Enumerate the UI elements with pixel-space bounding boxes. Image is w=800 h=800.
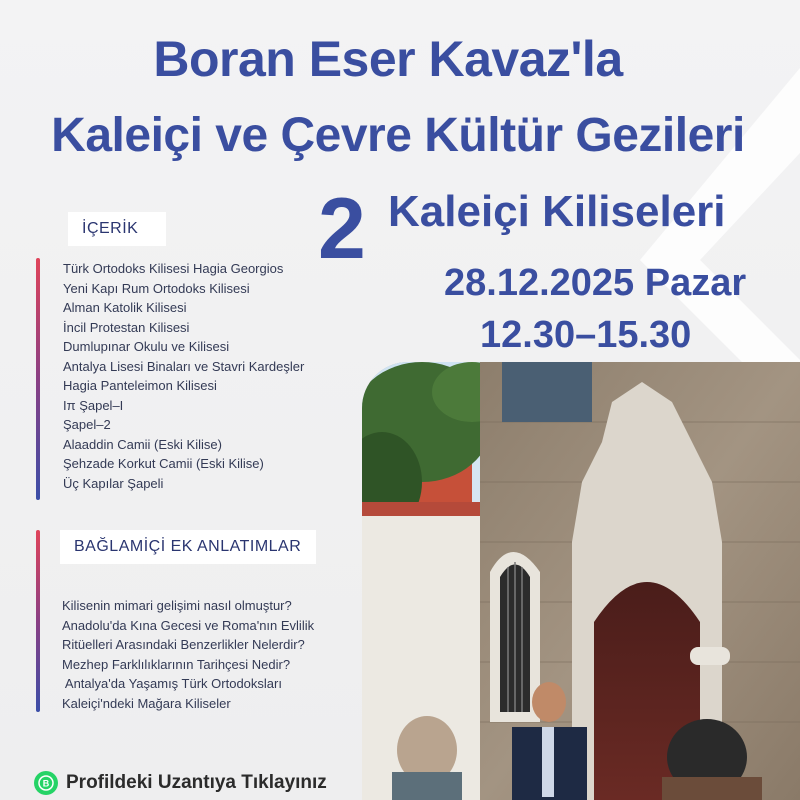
list-item: Şehzade Korkut Camii (Eski Kilise) [63,456,264,471]
content-section-label: İÇERİK [68,212,166,246]
tour-date: 28.12.2025 Pazar [444,262,747,304]
list-item: Kilisenin mimari gelişimi nasıl olmuştur? [62,598,292,613]
church-photo [362,362,800,800]
footer-text: Profildeki Uzantıya Tıklayınız [66,772,327,793]
extras-list [62,596,314,713]
extras-accent-bar [36,530,40,712]
list-item: Mezhep Farklılıklarının Tarihçesi Nedir? [62,656,291,672]
list-item: Antalya'da Yaşamış Türk Ortodoksları [62,676,282,691]
list-item: Üç Kapılar Şapeli [63,475,164,491]
footer-cta[interactable] [34,768,327,798]
list-item: Dumlupınar Okulu ve Kilisesi [63,339,230,354]
list-item: Şapel–2 [63,417,111,432]
whatsapp-business-icon [34,771,58,795]
list-item: Yeni Kapı Rum Ortodoks Kilisesi [63,280,250,296]
list-item: Türk Ortodoks Kilisesi Hagia Georgios [63,261,284,276]
headline-line-2: Kaleiçi ve Çevre Kültür Gezileri [51,109,745,162]
list-item: Ritüelleri Arasındaki Benzerlikler Nelerdir? [62,637,305,652]
list-item: Hagia Panteleimon Kilisesi [63,378,217,393]
list-item: Anadolu'da Kına Gecesi ve Roma'nın Evlilik [62,617,315,633]
tour-number: 2 [318,181,366,277]
tour-time: 12.30–15.30 [480,314,692,356]
headline-line-1: Boran Eser Kavaz'la [153,31,623,87]
list-item: İncil Protestan Kilisesi [63,319,190,335]
list-item: Antalya Lisesi Binaları ve Stavri Kardeşler [63,358,305,374]
tour-name: Kaleiçi Kiliseleri [388,187,726,236]
content-list [63,259,304,493]
list-item: Alman Katolik Kilisesi [63,300,187,315]
list-item: Iπ Şapel–I [63,397,124,413]
list-item: Alaaddin Camii (Eski Kilise) [63,436,222,452]
content-accent-bar [36,258,40,500]
list-item: Kaleiçi'ndeki Mağara Kiliseler [62,695,231,711]
extras-section-label: BAĞLAMİÇİ EK ANLATIMLAR [60,530,316,564]
svg-text:B: B [42,778,50,789]
